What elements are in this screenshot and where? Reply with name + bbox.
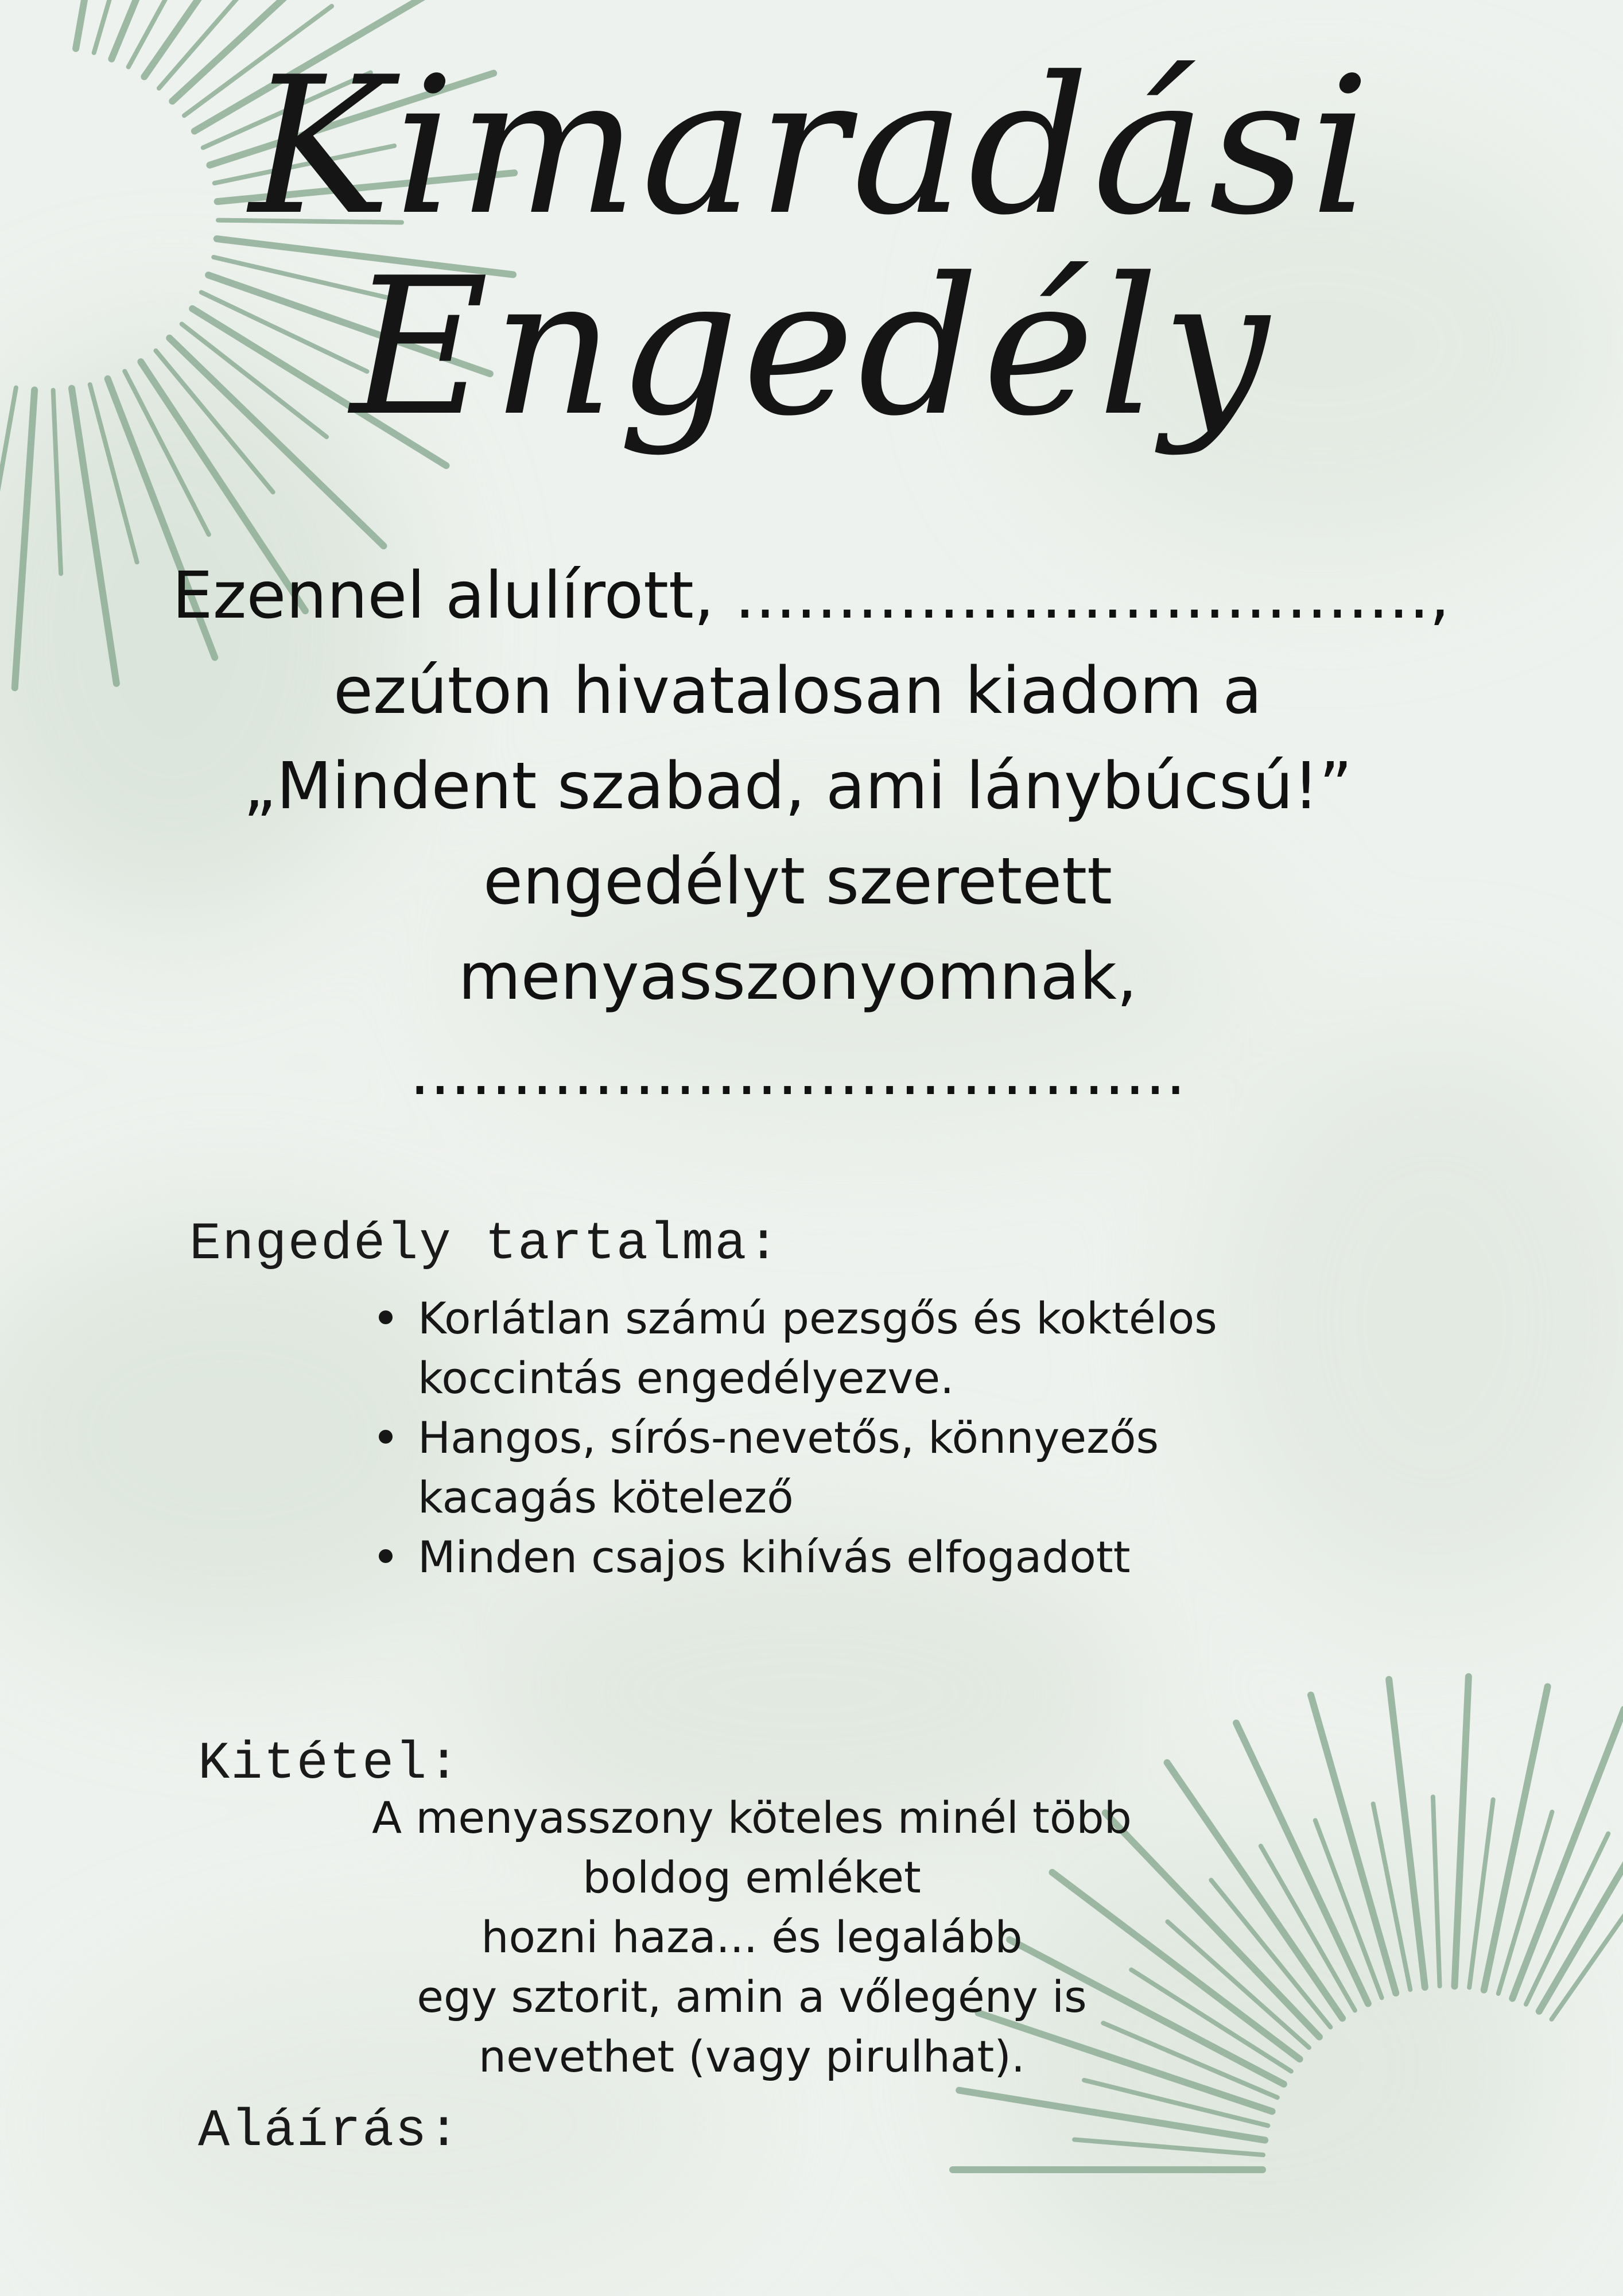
condition-line: boldog emléket [583,1852,921,1903]
sunburst-ray [1484,1686,1548,1989]
condition-text [321,1788,1182,2086]
signature-heading: Aláírás: [198,2101,461,2161]
sunburst-ray [1512,1709,1623,1999]
page-title-line-2: Engedély [350,237,1273,457]
sunburst-ray [1074,2140,1263,2155]
condition-line: A menyasszony köteles minél több [372,1792,1132,1843]
list-item: Korlátlan számú pezsgős és koktélos koccintás engedélyezve. [379,1289,1297,1408]
sunburst-ray [1433,1797,1440,1986]
condition-line: egy sztorit, amin a vőlegény is [417,1971,1087,2022]
intro-line: ...................................... [409,1035,1186,1110]
condition-heading: Kitétel: [198,1733,461,1794]
page-title-line-1: Kimaradási [249,36,1374,257]
intro-line: menyasszonyomnak, [458,940,1137,1014]
intro-line: „Mindent szabad, ami lánybúcsú!” [243,749,1353,824]
intro-statement [172,548,1450,1120]
intro-line: ezúton hivatalosan kiadom a [333,654,1263,728]
list-item: Minden csajos kihívás elfogadott [379,1527,1297,1587]
sunburst-ray [1389,1680,1425,1987]
sunburst-ray [1454,1677,1468,1986]
list-item: Hangos, sírós-nevetős, könnyezős kacagás kötelező [379,1408,1297,1527]
permit-content-heading: Engedély tartalma: [189,1214,781,1274]
condition-line: nevethet (vagy pirulhat). [478,2031,1026,2082]
sunburst-ray [1539,1744,1623,2011]
intro-line: Ezennel alulírott, .................................., [172,559,1450,633]
condition-line: hozni haza... és legalább [481,1911,1023,1963]
intro-line: engedélyt szeretett [483,844,1112,919]
permit-content-list [379,1289,1297,1587]
